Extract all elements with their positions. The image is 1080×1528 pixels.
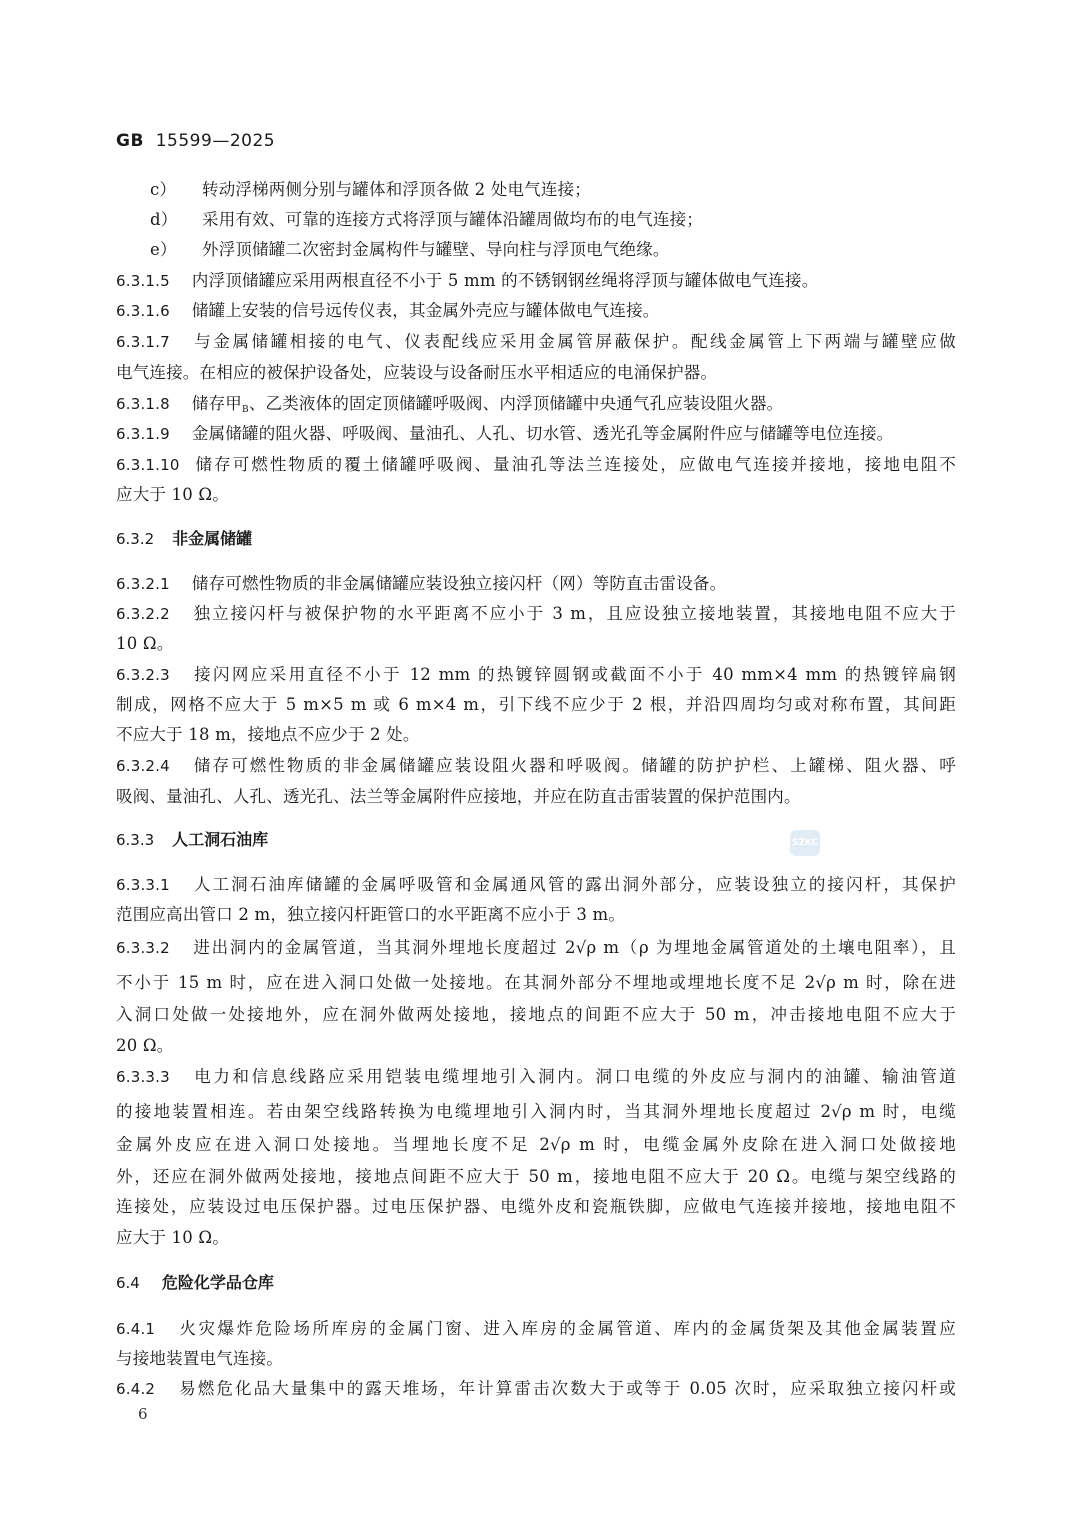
page-number: 6	[138, 1405, 148, 1423]
page-header	[116, 131, 275, 151]
clause-6-3-2-4	[116, 755, 956, 777]
clause-6-3-1-8	[116, 393, 956, 421]
clause-continuation	[116, 1101, 956, 1123]
standard-number: 15599—2025	[155, 131, 276, 151]
clause-6-3-1-5	[116, 270, 956, 292]
clause-text: 外，还应在洞外做两处接地，接地点间距不应大于 50 m，接地电阻不应大于 20 Ω。电缆与架空线路的	[116, 1167, 956, 1186]
clause-6-3-2-3	[116, 664, 956, 686]
clause-6-3-3-1	[116, 874, 956, 896]
section-number: 6.3.3	[116, 831, 155, 849]
clause-text: 电气连接。在相应的被保护设备处，应装设与设备耐压水平相适应的电涌保护器。	[116, 363, 718, 382]
clause-number: 6.3.2.2	[116, 605, 170, 623]
clause-text: 20 Ω。	[116, 1036, 174, 1055]
standard-code: GB	[116, 131, 144, 151]
clause-continuation	[116, 904, 956, 926]
clause-text: 范围应高出管口 2 m，独立接闪杆距管口的水平距离不应小于 3 m。	[116, 905, 626, 924]
clause-number: 6.3.3.1	[116, 876, 170, 894]
clause-text: 入洞口处做一处接地外，应在洞外做两处接地，接地点的间距不应大于 50 m，冲击接地电阻不应大于	[116, 1005, 956, 1024]
clause-continuation	[116, 484, 956, 506]
clause-text: 储存可燃性物质的非金属储罐应装设独立接闪杆（网）等防直击雷设备。	[191, 574, 727, 593]
watermark-logo: SZKC	[790, 830, 820, 856]
clause-text: 的接地装置相连。若由架空线路转换为电缆埋地引入洞内时，当其洞外埋地长度超过 2√ρ m 时，电缆	[116, 1102, 956, 1121]
clause-continuation	[116, 1035, 956, 1057]
clause-number: 6.3.2.4	[116, 757, 170, 775]
clause-text: 吸阀、量油孔、人孔、透光孔、法兰等金属附件应接地，并应在防直击雷装置的保护范围内。	[116, 787, 801, 806]
clause-continuation	[116, 1004, 956, 1026]
clause-continuation	[116, 1134, 956, 1156]
clause-6-3-1-9	[116, 423, 956, 445]
clause-6-3-3-2	[116, 937, 956, 959]
clause-number: 6.4.2	[116, 1380, 156, 1398]
clause-text: 金属储罐的阻火器、呼吸阀、量油孔、人孔、切水管、透光孔等金属附件应与储罐等电位连接。	[191, 424, 894, 443]
clause-continuation	[116, 1227, 956, 1249]
clause-text: 与接地装置电气连接。	[116, 1349, 283, 1368]
list-item-text: 外浮顶储罐二次密封金属构件与罐壁、导向柱与浮顶电气绝缘。	[202, 240, 670, 259]
clause-text: 应大于 10 Ω。	[116, 485, 229, 504]
clause-number: 6.3.1.6	[116, 302, 170, 320]
subscript: B	[242, 405, 249, 415]
clause-6-3-2-2	[116, 603, 956, 625]
clause-continuation	[116, 972, 956, 994]
section-number: 6.4	[116, 1274, 140, 1292]
section-heading-6-3-2	[116, 528, 252, 550]
clause-text: 内浮顶储罐应采用两根直径不小于 5 mm 的不锈钢钢丝绳将浮顶与罐体做电气连接。	[191, 271, 819, 290]
section-title: 人工洞石油库	[172, 830, 269, 849]
clause-continuation	[116, 1166, 956, 1188]
list-item-label: e）	[150, 240, 177, 259]
clause-text: 应大于 10 Ω。	[116, 1228, 229, 1247]
clause-text: 、乙类液体的固定顶储罐呼吸阀、内浮顶储罐中央通气孔应装设阻火器。	[248, 394, 784, 413]
clause-number: 6.3.1.7	[116, 333, 170, 351]
clause-number: 6.3.3.3	[116, 1068, 170, 1086]
clause-text: 进出洞内的金属管道，当其洞外埋地长度超过 2√ρ m（ρ 为埋地金属管道处的土壤电阻率），且	[191, 938, 956, 957]
clause-continuation	[116, 633, 956, 655]
clause-continuation	[116, 1196, 956, 1218]
clause-text: 与金属储罐相接的电气、仪表配线应采用金属管屏蔽保护。配线金属管上下两端与罐壁应做	[191, 332, 956, 351]
clause-text: 易燃危化品大量集中的露天堆场，年计算雷击次数大于或等于 0.05 次时，应采取独立接闪杆或	[177, 1379, 956, 1398]
clause-number: 6.3.2.3	[116, 666, 170, 684]
clause-continuation	[116, 786, 956, 808]
clause-text: 10 Ω。	[116, 634, 174, 653]
clause-6-3-1-10	[116, 454, 956, 476]
clause-continuation	[116, 362, 956, 384]
clause-text: 人工洞石油库储罐的金属呼吸管和金属通风管的露出洞外部分，应装设独立的接闪杆，其保护	[191, 875, 956, 894]
clause-number: 6.3.1.5	[116, 272, 170, 290]
clause-text: 电力和信息线路应采用铠装电缆埋地引入洞内。洞口电缆的外皮应与洞内的油罐、输油管道	[191, 1067, 956, 1086]
clause-text: 金属外皮应在进入洞口处接地。当埋地长度不足 2√ρ m 时，电缆金属外皮除在进入洞口处做接地	[116, 1135, 956, 1154]
clause-text: 独立接闪杆与被保护物的水平距离不应小于 3 m，且应设独立接地装置，其接地电阻不应大于	[191, 604, 956, 623]
clause-text: 制成，网格不应大于 5 m×5 m 或 6 m×4 m，引下线不应少于 2 根，并沿四周均匀或对称布置，其间距	[116, 695, 956, 714]
clause-text: 储罐上安装的信号远传仪表，其金属外壳应与罐体做电气连接。	[191, 301, 660, 320]
clause-number: 6.3.2.1	[116, 575, 170, 593]
list-item-label: c）	[150, 180, 177, 199]
section-number: 6.3.2	[116, 530, 155, 548]
clause-6-4-1	[116, 1318, 956, 1340]
clause-6-4-2	[116, 1378, 956, 1400]
clause-6-3-1-7	[116, 331, 956, 353]
clause-text: 连接处，应装设过电压保护器。过电压保护器、电缆外皮和瓷瓶铁脚，应做电气连接并接地，接地电阻不	[116, 1197, 956, 1216]
clause-text: 储存甲	[191, 394, 242, 413]
clause-text: 储存可燃性物质的覆土储罐呼吸阀、量油孔等法兰连接处，应做电气连接并接地，接地电阻不	[193, 455, 956, 474]
clause-continuation	[116, 694, 956, 716]
clause-number: 6.3.1.9	[116, 425, 170, 443]
clause-number: 6.3.1.10	[116, 456, 180, 474]
clause-text: 接闪网应采用直径不小于 12 mm 的热镀锌圆钢或截面不小于 40 mm×4 mm 的热镀锌扁钢	[191, 665, 956, 684]
clause-number: 6.4.1	[116, 1320, 156, 1338]
clause-number: 6.3.1.8	[116, 395, 170, 413]
list-item	[150, 209, 950, 231]
clause-text: 不小于 15 m 时，应在进入洞口处做一处接地。在其洞外部分不埋地或埋地长度不足 2√ρ m 时，除在进	[116, 973, 956, 992]
clause-text: 不应大于 18 m，接地点不应少于 2 处。	[116, 725, 420, 744]
list-item-text: 采用有效、可靠的连接方式将浮顶与罐体沿罐周做均布的电气连接；	[202, 210, 703, 229]
list-item	[150, 179, 950, 201]
clause-6-3-2-1	[116, 573, 956, 595]
section-heading-6-4	[116, 1272, 274, 1294]
clause-number: 6.3.3.2	[116, 939, 170, 957]
section-heading-6-3-3	[116, 829, 268, 851]
list-item	[150, 239, 950, 261]
list-item-text: 转动浮梯两侧分别与罐体和浮顶各做 2 处电气连接；	[202, 180, 591, 199]
clause-text: 火灾爆炸危险场所库房的金属门窗、进入库房的金属管道、库内的金属货架及其他金属装置应	[177, 1319, 956, 1338]
clause-6-3-3-3	[116, 1066, 956, 1088]
clause-continuation	[116, 1348, 956, 1370]
clause-continuation	[116, 724, 956, 746]
section-title: 危险化学品仓库	[161, 1273, 274, 1292]
clause-text: 储存可燃性物质的非金属储罐应装设阻火器和呼吸阀。储罐的防护护栏、上罐梯、阻火器、呼	[191, 756, 956, 775]
list-item-label: d）	[150, 210, 178, 229]
section-title: 非金属储罐	[172, 529, 253, 548]
clause-6-3-1-6	[116, 300, 956, 322]
